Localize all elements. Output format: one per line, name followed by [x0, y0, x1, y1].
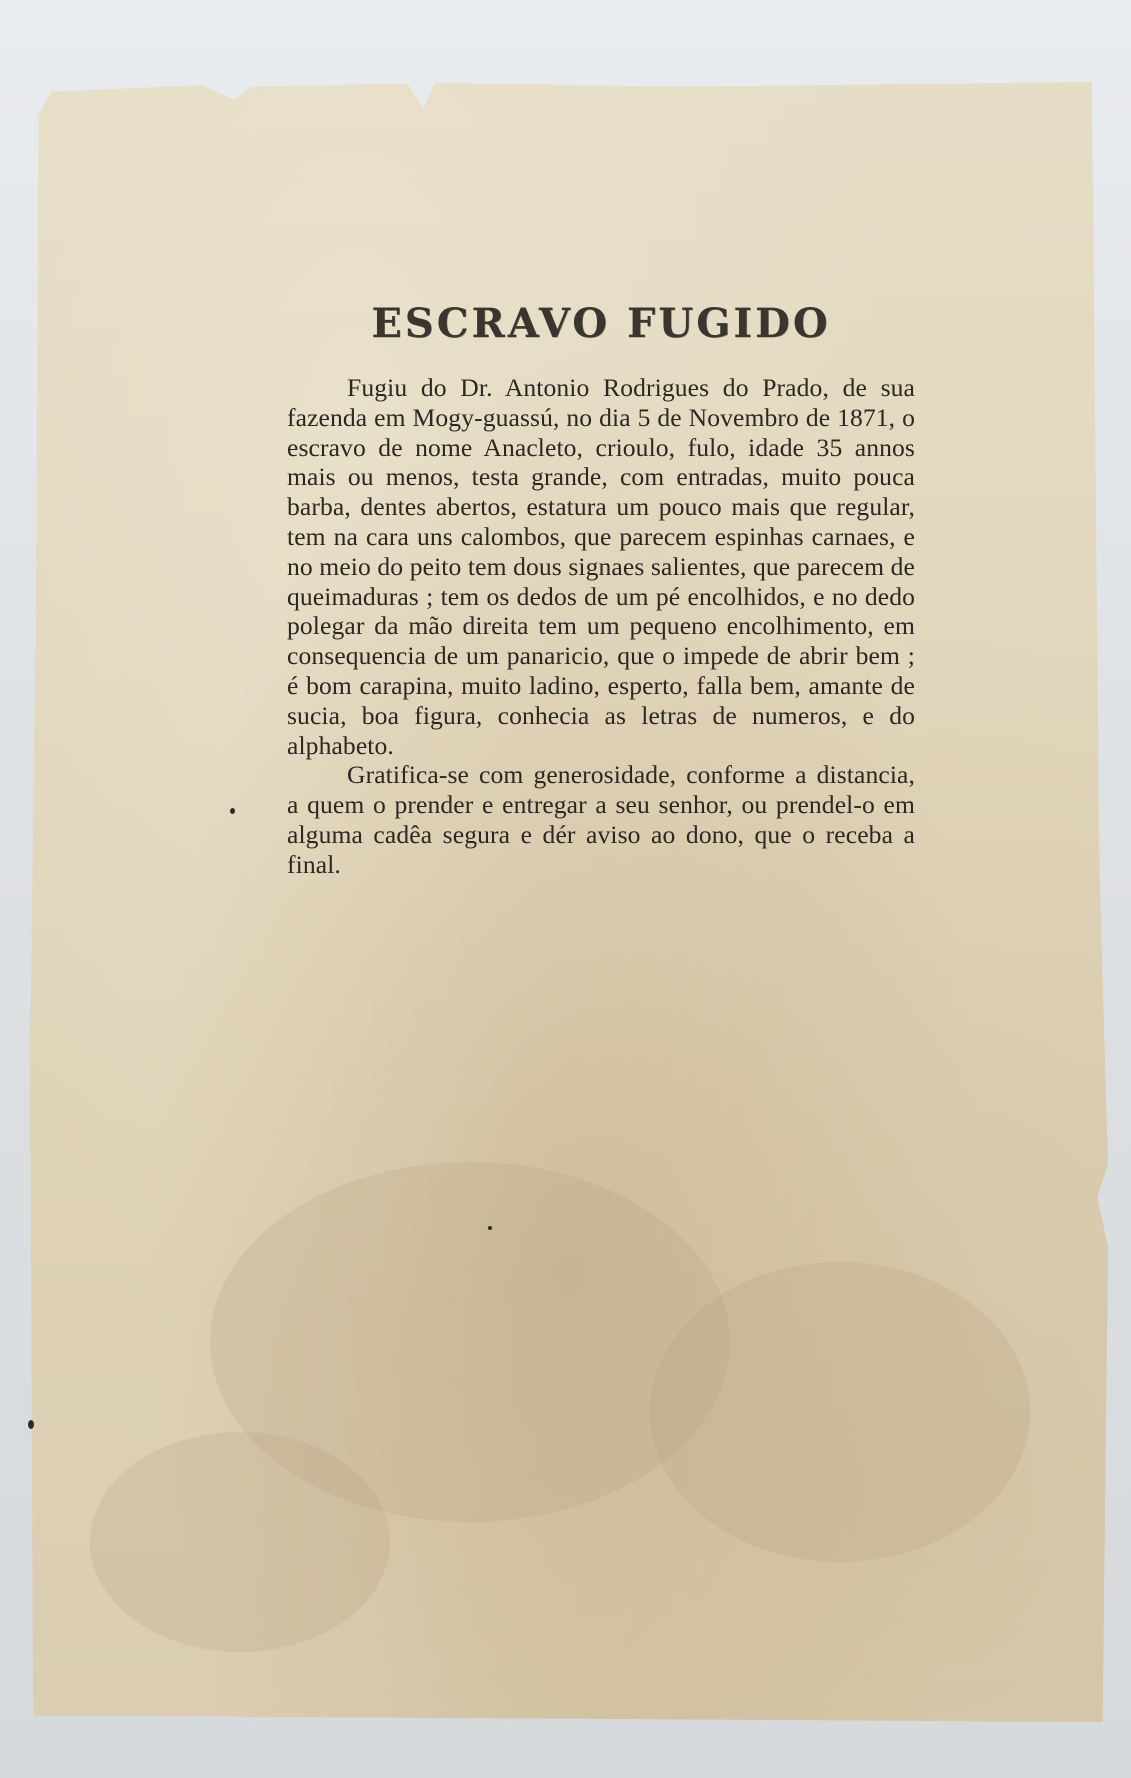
paper-stain — [650, 1262, 1030, 1562]
notice-paragraph-description: Fugiu do Dr. Antonio Rodrigues do Prado, de sua fazenda em Mogy-guassú, no dia 5 de Novembro de 1871, o escravo de nome Anacleto, crioulo, fulo, idade 35 annos mais ou menos, testa grande, com entradas, muito pouca barba, dentes abertos, estatura um pouco mais que regular, tem na cara uns calombos, que parecem espinhas carnaes, e no meio do peito tem dous signaes salientes, que parecem de queimaduras ; tem os dedos de um pé encolhidos, e no dedo polegar da mão direita tem um pequeno encolhimento, em consequencia de um panaricio, que o impede de abrir bem ; é bom carapina, muito ladino, esperto, falla bem, amante de sucia, boa figura, conhecia as letras de numeros, e do alphabeto. — [287, 373, 915, 760]
notice-paragraph-reward: Gratifica-se com generosidade, conforme a distancia, a quem o prender e entregar a seu senhor, ou prendel-o em alguma cadêa segura e dér aviso ao dono, que o receba a final. — [287, 760, 915, 879]
notice-content — [287, 300, 915, 880]
ink-speck — [230, 808, 235, 814]
paper-stain — [90, 1432, 390, 1652]
notice-title: ESCRAVO FUGIDO — [371, 300, 831, 347]
ink-speck — [488, 1226, 492, 1230]
ink-speck — [28, 1420, 34, 1429]
